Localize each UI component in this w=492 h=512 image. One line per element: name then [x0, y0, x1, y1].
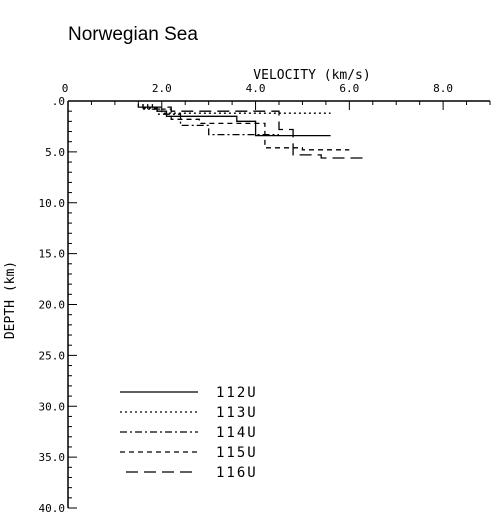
y-tick-label: 5.0	[45, 145, 65, 159]
legend-label-114U: 114U	[216, 425, 258, 441]
legend-label-113U: 113U	[216, 405, 258, 421]
y-tick-label: 20.0	[38, 298, 65, 312]
x-tick-label: 6.0	[339, 82, 360, 95]
legend-label-116U: 116U	[216, 465, 258, 481]
y-tick-label: 30.0	[38, 400, 65, 414]
y-tick-label: .0	[51, 95, 65, 108]
x-tick-label: 4.0	[245, 82, 266, 95]
x-tick-label: 8.0	[433, 82, 454, 95]
x-tick-label: 2.0	[151, 82, 172, 95]
series-line-115U	[148, 104, 350, 150]
legend-label-115U: 115U	[216, 445, 258, 461]
y-tick-label: 35.0	[38, 451, 65, 465]
y-tick-label: 10.0	[38, 196, 65, 210]
legend	[120, 385, 258, 481]
chart-title: Norwegian Sea	[68, 24, 198, 45]
legend-label-112U: 112U	[216, 385, 258, 401]
series-line-116U	[152, 104, 368, 158]
series-line-112U	[138, 104, 330, 136]
x-axis-label: VELOCITY (km/s)	[253, 68, 371, 83]
y-tick-label: 25.0	[38, 349, 65, 363]
y-tick-label: 40.0	[38, 502, 65, 512]
series-layer	[138, 104, 368, 158]
y-axis-label: DEPTH (km)	[3, 260, 18, 340]
x-tick-label: 0	[61, 82, 69, 95]
y-tick-label: 15.0	[38, 247, 65, 261]
